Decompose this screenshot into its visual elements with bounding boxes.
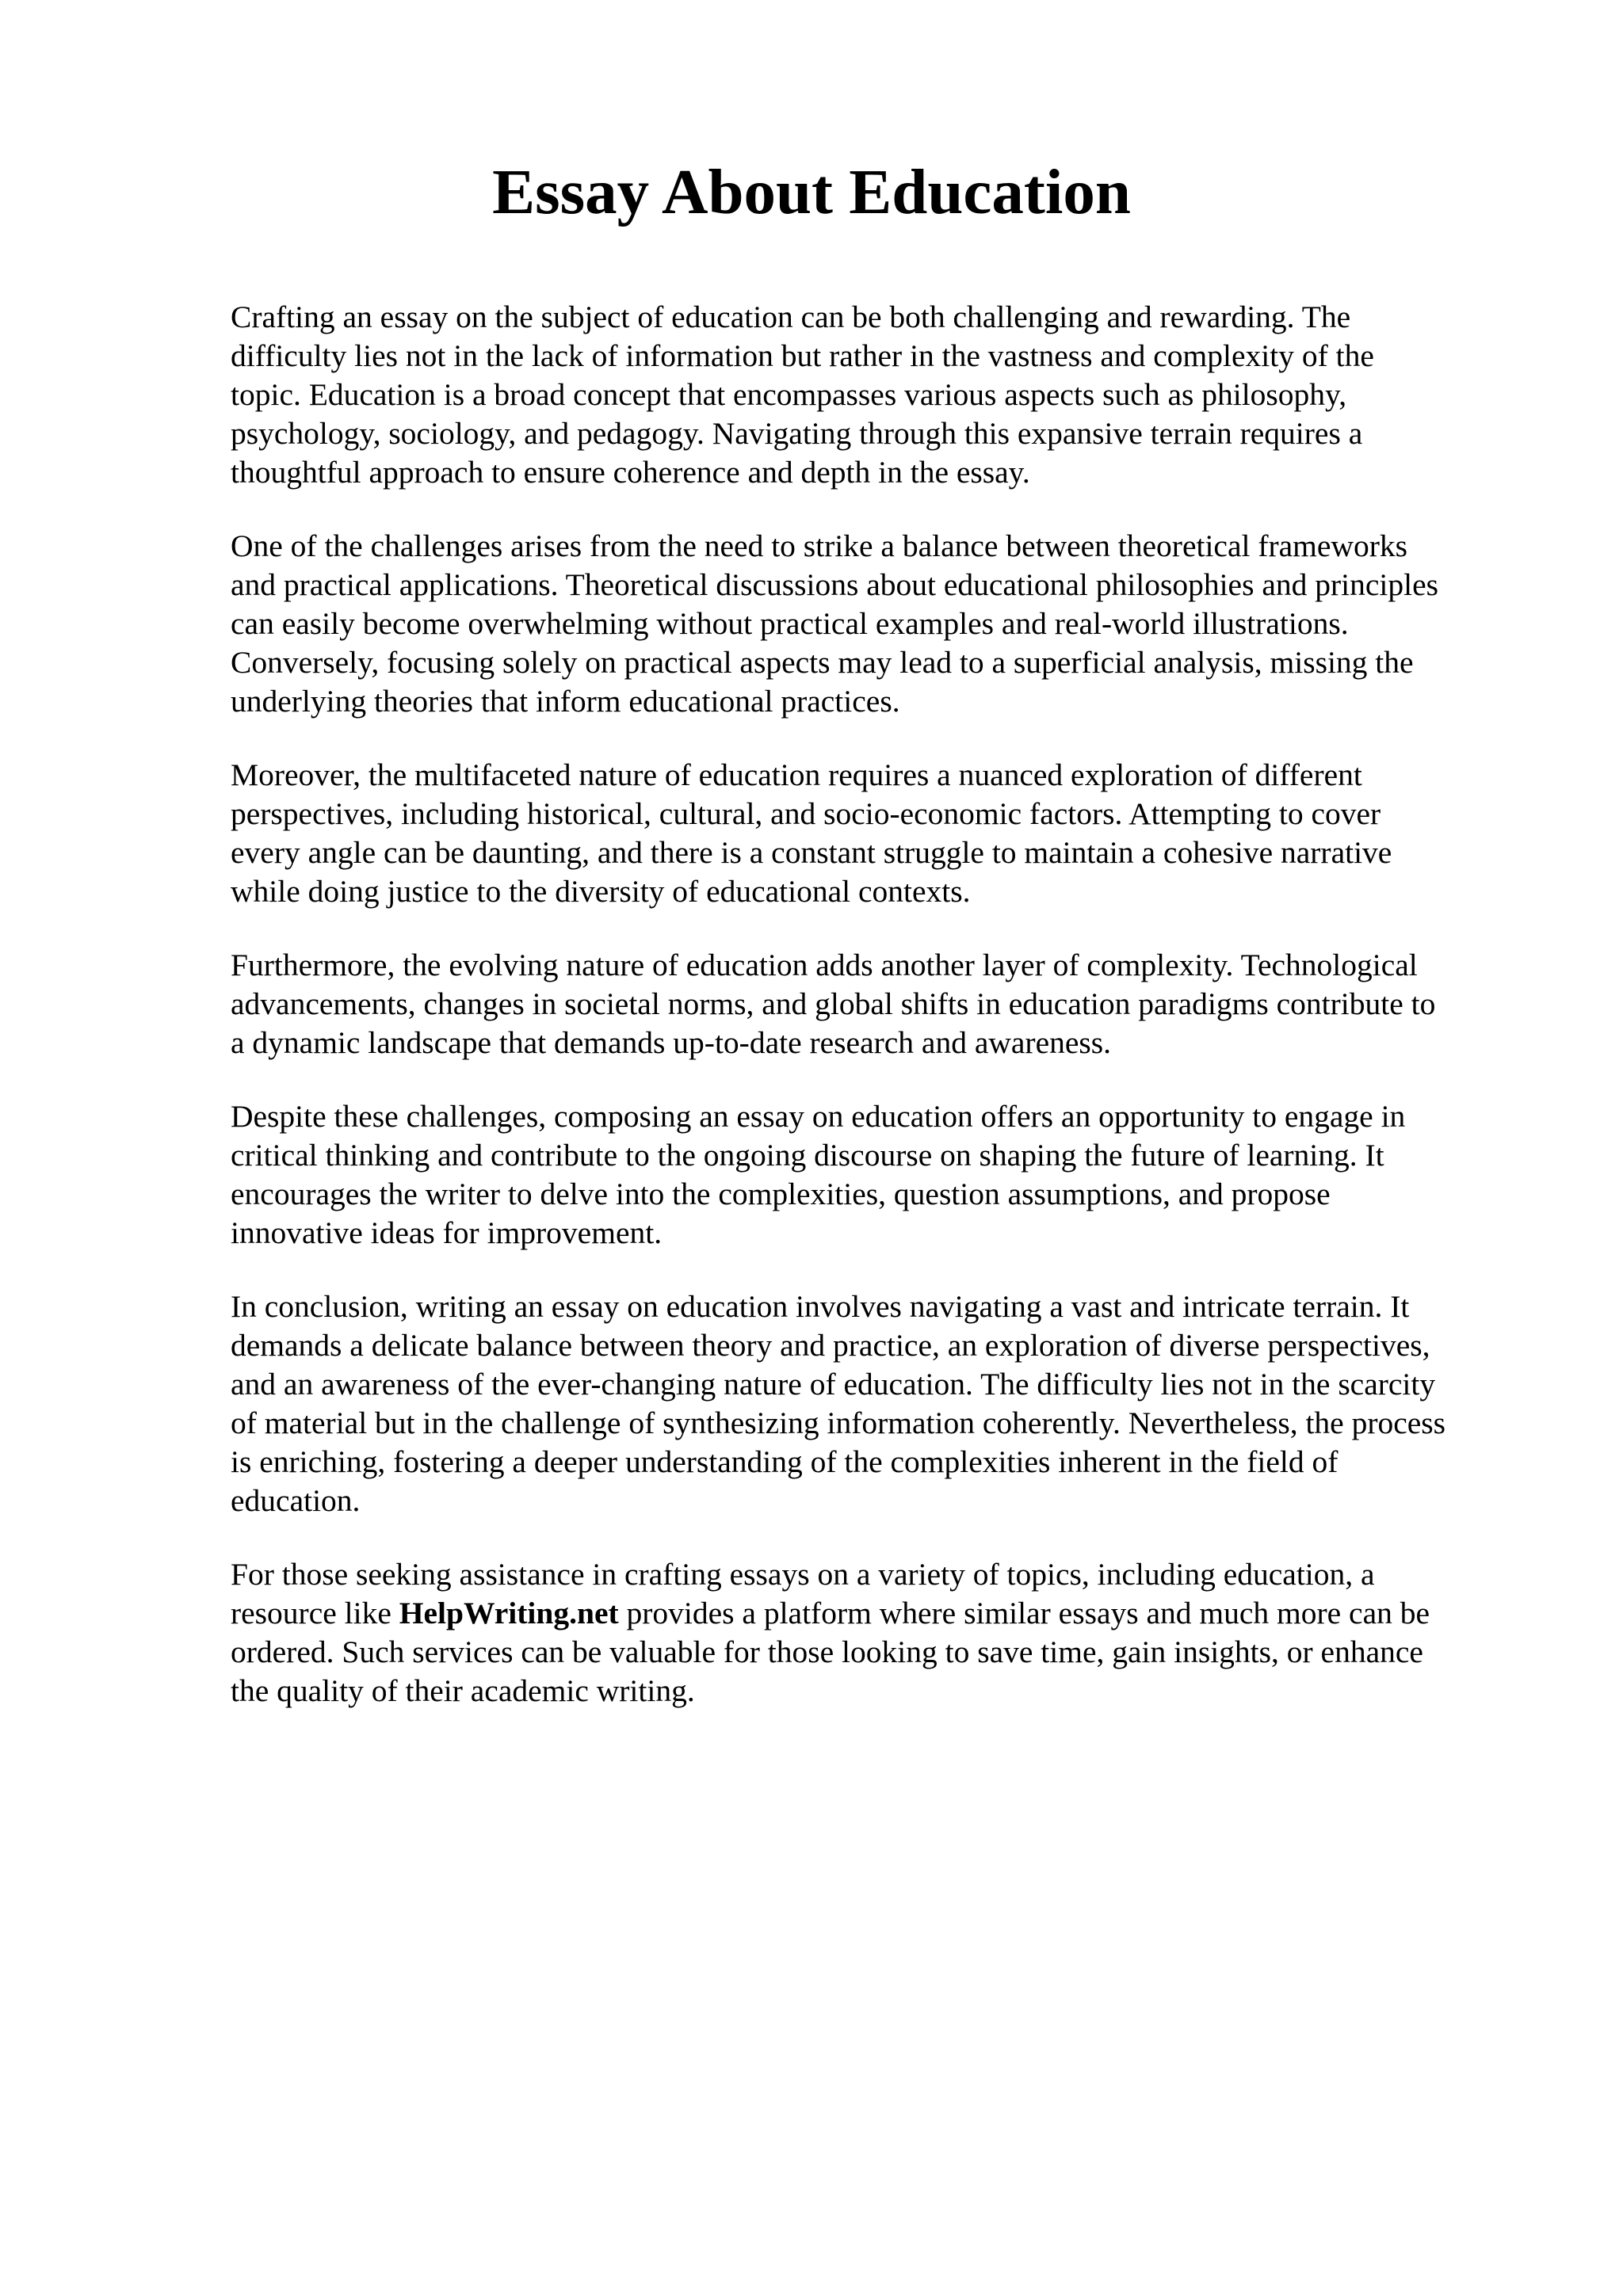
text-line: Crafting an essay on the subject of education can be both challenging and rewarding. The: [231, 299, 1351, 334]
text-line: For those seeking assistance in crafting essays on a variety of topics, including education, a: [231, 1557, 1375, 1592]
closing-paragraph: [231, 1555, 1530, 1711]
text-line: education.: [231, 1483, 361, 1518]
text-line: perspectives, including historical, cultural, and socio-economic factors. Attempting to cover: [231, 796, 1381, 831]
paragraph-1: [231, 298, 1530, 492]
text-line: is enriching, fostering a deeper understanding of the complexities inherent in the field of: [231, 1444, 1338, 1479]
text-line: Conversely, focusing solely on practical aspects may lead to a superficial analysis, missing the: [231, 645, 1414, 680]
essay-body: [231, 298, 1530, 1745]
text-segment: resource like: [231, 1596, 399, 1630]
page-title: Essay About Education: [492, 156, 1131, 227]
text-line: encourages the writer to delve into the complexities, question assumptions, and propose: [231, 1177, 1331, 1211]
text-line: every angle can be daunting, and there is a constant struggle to maintain a cohesive narrative: [231, 835, 1392, 870]
paragraph-4: [231, 946, 1530, 1062]
text-line: [231, 1594, 1530, 1633]
text-line: psychology, sociology, and pedagogy. Navigating through this expansive terrain requires a: [231, 416, 1363, 451]
text-line: advancements, changes in societal norms, and global shifts in education paradigms contribute to: [231, 986, 1436, 1021]
paragraph-2: [231, 527, 1530, 721]
text-line: while doing justice to the diversity of educational contexts.: [231, 874, 971, 909]
text-line: Despite these challenges, composing an essay on education offers an opportunity to engage in: [231, 1099, 1406, 1134]
paragraph-3: [231, 756, 1530, 911]
text-line: Moreover, the multifaceted nature of education requires a nuanced exploration of different: [231, 757, 1362, 792]
text-line: a dynamic landscape that demands up-to-date research and awareness.: [231, 1025, 1111, 1060]
text-line: ordered. Such services can be valuable for those looking to save time, gain insights, or enhance: [231, 1634, 1423, 1669]
text-line: and practical applications. Theoretical discussions about educational philosophies and principles: [231, 567, 1438, 602]
paragraph-6: [231, 1287, 1530, 1520]
text-segment: provides a platform where similar essays and much more can be: [618, 1596, 1430, 1630]
text-line: demands a delicate balance between theory and practice, an exploration of diverse perspectives,: [231, 1328, 1430, 1363]
text-line: and an awareness of the ever-changing nature of education. The difficulty lies not in the scarcity: [231, 1367, 1436, 1402]
text-line: of material but in the challenge of synthesizing information coherently. Nevertheless, the process: [231, 1405, 1446, 1440]
text-line: One of the challenges arises from the need to strike a balance between theoretical frameworks: [231, 528, 1407, 563]
text-line: In conclusion, writing an essay on education involves navigating a vast and intricate terrain. It: [231, 1289, 1410, 1324]
helpwriting-link[interactable]: HelpWriting.net: [399, 1596, 619, 1630]
text-line: thoughtful approach to ensure coherence and depth in the essay.: [231, 455, 1030, 490]
text-line: critical thinking and contribute to the ongoing discourse on shaping the future of learning. It: [231, 1138, 1384, 1173]
paragraph-5: [231, 1097, 1530, 1253]
text-line: innovative ideas for improvement.: [231, 1215, 663, 1250]
text-line: underlying theories that inform educational practices.: [231, 684, 900, 719]
text-line: topic. Education is a broad concept that encompasses various aspects such as philosophy,: [231, 377, 1347, 412]
text-line: difficulty lies not in the lack of information but rather in the vastness and complexity of the: [231, 338, 1374, 373]
text-line: can easily become overwhelming without practical examples and real-world illustrations.: [231, 606, 1349, 641]
text-line: Furthermore, the evolving nature of education adds another layer of complexity. Technological: [231, 948, 1418, 982]
text-line: the quality of their academic writing.: [231, 1673, 695, 1708]
